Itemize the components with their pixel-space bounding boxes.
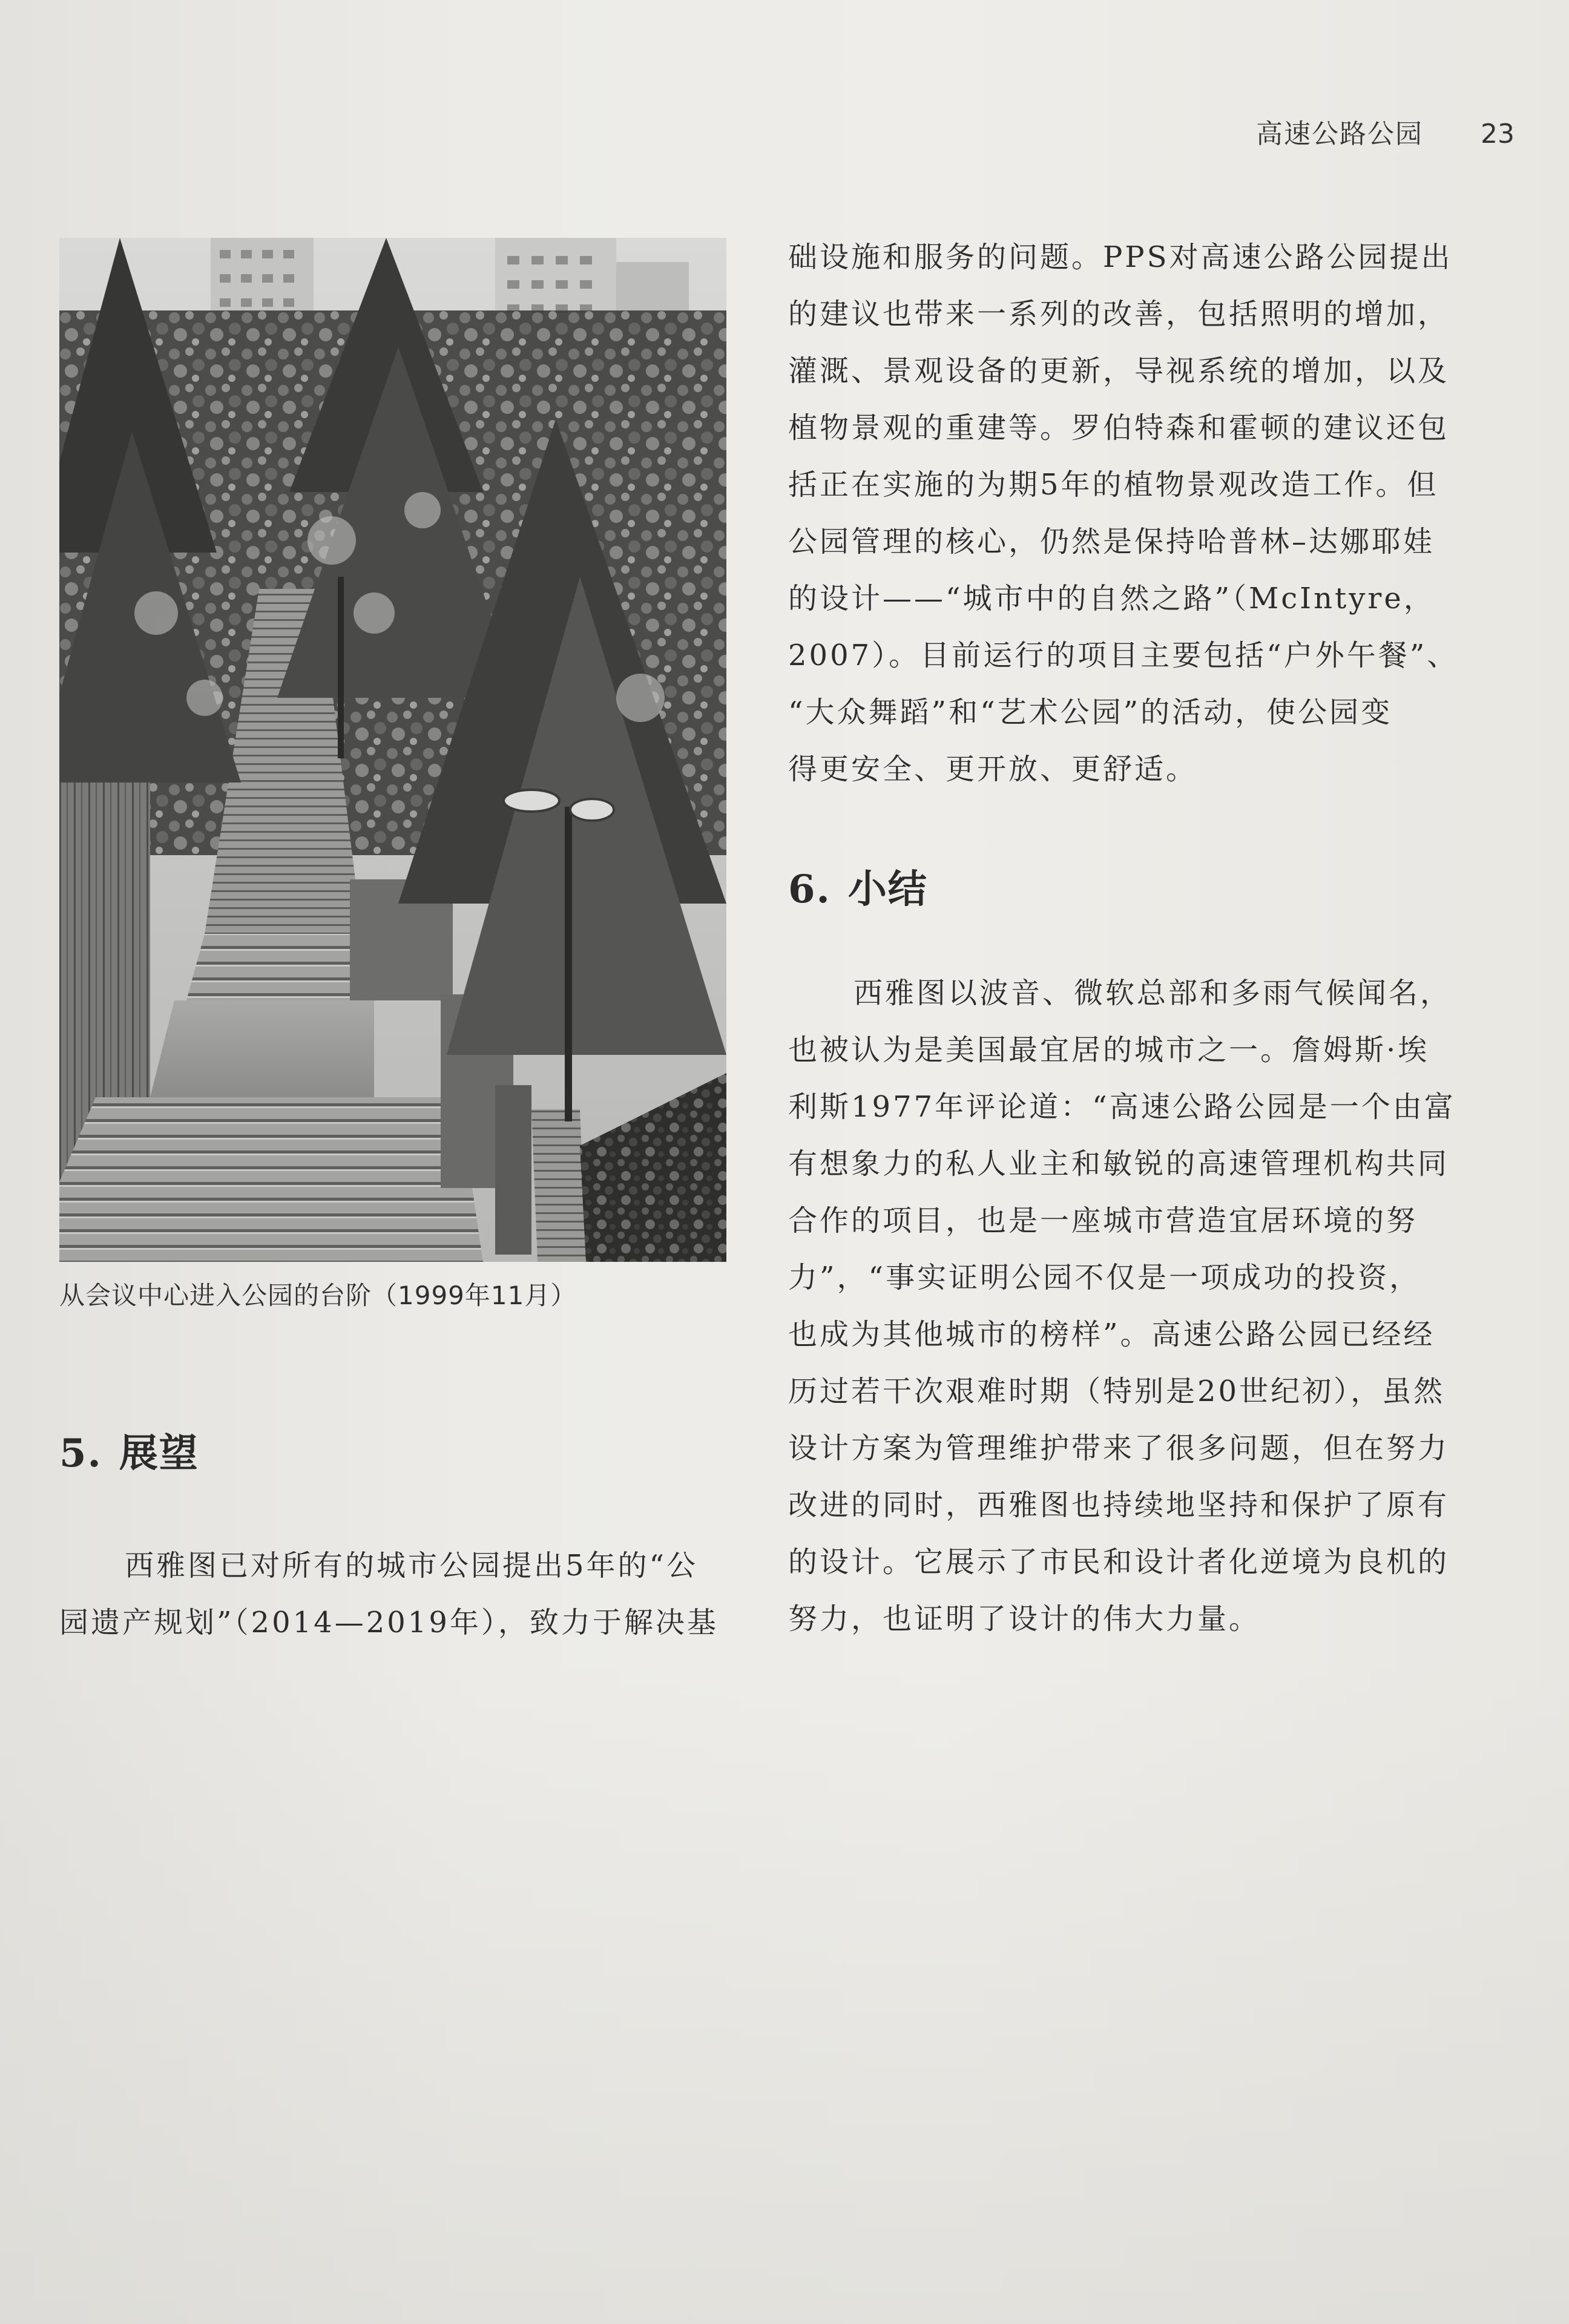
section-6-line: 西雅图以波音、微软总部和多雨气候闻名，: [854, 976, 1452, 1010]
section-6-line: 历过若干次艰难时期（特别是20世纪初），虽然: [788, 1374, 1446, 1408]
section-6-title: 小结: [847, 867, 928, 912]
continued-line: “大众舞蹈”和“艺术公园”的活动，使公园变: [788, 695, 1393, 729]
photo-caption: 从会议中心进入公园的台阶（1999年11月）: [59, 1281, 577, 1310]
section-6-line: 也成为其他城市的榜样”。高速公路公园已经经: [788, 1318, 1435, 1351]
section-5-title: 展望: [119, 1431, 199, 1476]
continued-line: 得更安全、更开放、更舒适。: [788, 752, 1198, 786]
continued-line: 灌溉、景观设备的更新，导视系统的增加，以及: [788, 354, 1450, 388]
continued-line: 公园管理的核心，仍然是保持哈普林–达娜耶娃: [788, 525, 1435, 559]
page-number: 23: [1481, 119, 1515, 149]
page-shadow: [0, 1664, 1569, 2324]
running-header: [1256, 112, 1515, 151]
continued-line: 的建议也带来一系列的改善，包括照明的增加，: [788, 297, 1450, 331]
running-title: 高速公路公园: [1256, 119, 1423, 149]
section-6-number: 6.: [788, 867, 831, 912]
section-6-line: 利斯1977年评论道：“高速公路公园是一个由富: [788, 1090, 1456, 1124]
section-5-paragraph: [59, 1537, 726, 1651]
section-6-line: 努力，也证明了设计的伟大力量。: [788, 1602, 1261, 1636]
section-6-heading: [788, 858, 928, 914]
section-6-line: 设计方案为管理维护带来了很多问题，但在努力: [788, 1431, 1450, 1465]
section-5-heading: [59, 1422, 199, 1478]
continued-line: 括正在实施的为期5年的植物景观改造工作。但: [788, 468, 1439, 502]
section-5-line: 西雅图已对所有的城市公园提出5年的“公: [125, 1549, 699, 1583]
section-6-line: 合作的项目，也是一座城市营造宜居环境的努: [788, 1204, 1418, 1238]
section-6-line: 有想象力的私人业主和敏锐的高速管理机构共同: [788, 1147, 1450, 1181]
section-5-line: 园遗产规划”（2014—2019年），致力于解决基: [59, 1606, 719, 1640]
continued-line: 的设计——“城市中的自然之路”（McIntyre，: [788, 582, 1435, 615]
photo-park-stairs: [59, 238, 726, 1262]
continued-line: 础设施和服务的问题。PPS对高速公路公园提出: [788, 240, 1453, 274]
section-6-line: 的设计。它展示了市民和设计者化逆境为良机的: [788, 1545, 1450, 1579]
continued-paragraph: [788, 229, 1460, 798]
stairs-photo-illustration: [59, 238, 726, 1262]
continued-line: 植物景观的重建等。罗伯特森和霍顿的建议还包: [788, 411, 1450, 445]
section-6-line: 力”，“事实证明公园不仅是一项成功的投资，: [788, 1261, 1421, 1295]
section-6-paragraph: [788, 965, 1460, 1647]
continued-line: 2007）。目前运行的项目主要包括“户外午餐”、: [788, 638, 1459, 672]
section-6-line: 也被认为是美国最宜居的城市之一。詹姆斯·埃: [788, 1033, 1430, 1067]
section-5-number: 5.: [59, 1431, 102, 1476]
section-6-line: 改进的同时，西雅图也持续地坚持和保护了原有: [788, 1488, 1450, 1522]
